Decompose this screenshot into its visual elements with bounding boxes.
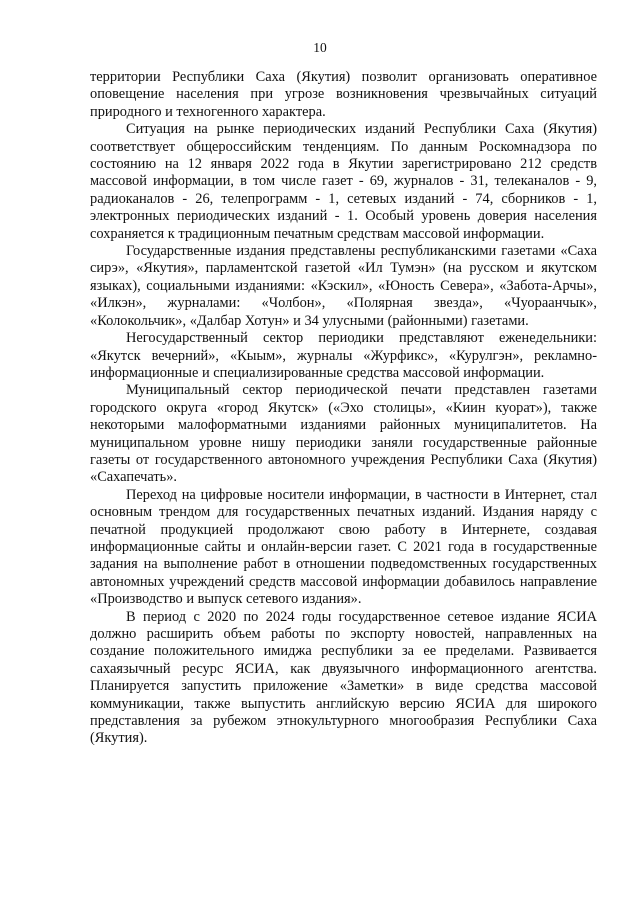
paragraph-private-sector: Негосударственный сектор периодики представляют еженедельники: «Якутск вечерний», «Кыым», журналы «Журфикс», «Курулгэн», рекламно-информационные и специализированные средства массовой информации. [90, 330, 597, 381]
paragraph-state-publications: Государственные издания представлены республиканскими газетами «Саха сирэ», «Якутия», парламентской газетой «Ил Тумэн» (на русском и якутском языках), социальными изданиями: «Кэскил», «Юность Севера», «Забота-Арчы», «Илкэн», журналами: «Чолбон», «Полярная звезда», «Чуораанчык», «Колокольчик», «Далбар Хотун» и 34 улусными (районными) газетами. [90, 243, 597, 329]
page-number: 10 [313, 40, 327, 55]
paragraph-digital-transition: Переход на цифровые носители информации, в частности в Интернет, стал основным трендом для государственных печатных изданий. Издания наряду с печатной продукцией продолжают свою работу в Интернете, создавая информационные сайты и онлайн-версии газет. С 2021 года в государственные задания на выполнение работ в отношении подведомственных государственных автономных учреждений средств массовой информации добавилось направление «Производство и выпуск сетевого издания». [90, 486, 597, 608]
paragraph-ysia-plans: В период с 2020 по 2024 годы государственное сетевое издание ЯСИА должно расширить объем работы по экспорту новостей, направленных на создание положительного имиджа республики за ее пределами. Развивается сахаязычный ресурс ЯСИА, как двуязычного информационного агентства. Планируется запустить приложение «Заметки» в виде средства массовой коммуникации, также выпустить английскую версию ЯСИА для широкого представления за рубежом этнокультурного многообразия Республики Саха (Якутия). [90, 608, 597, 747]
paragraph-municipal-sector: Муниципальный сектор периодической печати представлен газетами городского округа «город Якутск» («Эхо столицы», «Киин куорат»), также некоторыми малоформатными изданиями районных муниципалитетов. На муниципальном уровне нишу периодики заняли государственные районные газеты от государственного автономного учреждения Республики Саха (Якутия) «Сахапечать». [90, 382, 597, 486]
paragraph-continuation: территории Республики Саха (Якутия) позволит организовать оперативное оповещение населения при угрозе возникновения чрезвычайных ситуаций природного и техногенного характера. [90, 69, 597, 120]
body-text [90, 69, 597, 748]
paragraph-periodicals-market: Ситуация на рынке периодических изданий Республики Саха (Якутия) соответствует общероссийским тенденциям. По данным Роскомнадзора по состоянию на 12 января 2022 года в Якутии зарегистрировано 212 средств массовой информации, в том числе газет - 69, журналов - 31, телеканалов - 9, радиоканалов - 26, телепрограмм - 1, сетевых изданий - 74, сборников - 1, электронных периодических изданий - 1. Особый уровень доверия населения сохраняется к традиционным печатным средствам массовой информации. [90, 121, 597, 242]
